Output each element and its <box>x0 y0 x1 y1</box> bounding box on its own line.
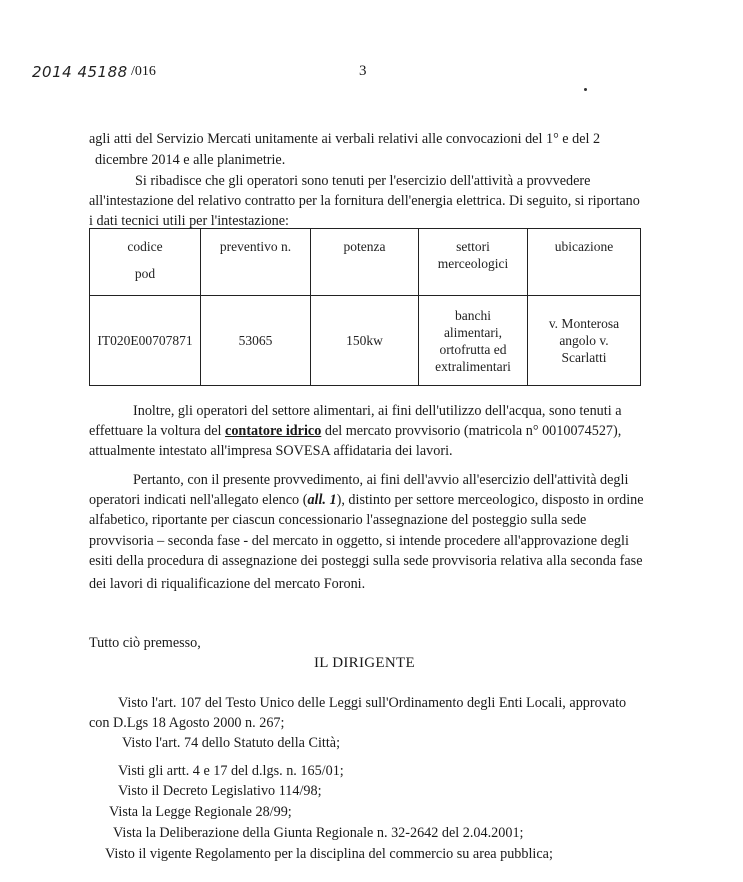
technical-data-table <box>89 228 641 386</box>
cell-ubicazione: v. Monterosa angolo v. Scarlatti <box>528 296 641 386</box>
paragraph-3-line-3: attualmente intestato all'impresa SOVESA affidataria dei lavori. <box>89 443 453 459</box>
paragraph-4-line-4: provvisoria – seconda fase - del mercato in oggetto, si intende procedere all'approvazione degli <box>89 533 629 549</box>
cell-preventivo: 53065 <box>201 296 311 386</box>
header-preventivo: preventivo n. <box>201 229 311 296</box>
attachment-reference: all. 1 <box>307 492 337 508</box>
cell-settori: banchi alimentari, ortofrutta ed extralimentari <box>419 296 528 386</box>
protocol-suffix: /016 <box>131 64 156 79</box>
header-settori: settori merceologici <box>419 229 528 296</box>
protocol-number-handwritten: 2014 45188 <box>32 63 128 81</box>
visto-line-6: Vista la Deliberazione della Giunta Regionale n. 32-2642 del 2.04.2001; <box>113 825 524 841</box>
visto-line-7: Visto il vigente Regolamento per la disciplina del commercio su area pubblica; <box>105 846 553 862</box>
premise-text: Tutto ciò premesso, <box>89 635 201 651</box>
visto-line-2: Visto l'art. 74 dello Statuto della Città; <box>122 735 341 751</box>
paragraph-4-line-2: operatori indicati nell'allegato elenco (all. 1), distinto per settore merceologico, disposto in ordine <box>89 492 644 508</box>
paragraph-1-line-2: dicembre 2014 e alle planimetrie. <box>95 152 286 168</box>
paragraph-3-line-2: effettuare la voltura del contatore idrico del mercato provvisorio (matricola n° 0010074527), <box>89 423 622 439</box>
paragraph-4-line-5: esiti della procedura di assegnazione dei posteggi sulla sede provvisoria relativa alla seconda fase <box>89 553 643 569</box>
paragraph-4-line-6: dei lavori di riqualificazione del mercato Foroni. <box>89 576 366 592</box>
header-ubicazione: ubicazione <box>528 229 641 296</box>
section-title: IL DIRIGENTE <box>314 655 415 671</box>
header-codice-pod: codice pod <box>90 229 201 296</box>
paragraph-2-line-3: i dati tecnici utili per l'intestazione: <box>89 213 289 229</box>
visto-line-4: Visto il Decreto Legislativo 114/98; <box>118 783 322 799</box>
paragraph-1-line-1: agli atti del Servizio Mercati unitamente ai verbali relativi alle convocazioni del 1° e del 2 <box>89 131 601 147</box>
page-number: 3 <box>359 63 367 79</box>
visto-line-5: Vista la Legge Regionale 28/99; <box>109 804 292 820</box>
emphasis-contatore-idrico: contatore idrico <box>225 423 322 439</box>
paragraph-4-line-1: Pertanto, con il presente provvedimento, ai fini dell'avvio all'esercizio dell'attività degli <box>133 472 629 488</box>
visto-line-1b: con D.Lgs 18 Agosto 2000 n. 267; <box>89 715 285 731</box>
cell-codice-pod: IT020E00707871 <box>90 296 201 386</box>
table-header-row <box>90 229 641 296</box>
visto-line-3: Visti gli artt. 4 e 17 del d.lgs. n. 165/01; <box>118 763 344 779</box>
table-row <box>90 296 641 386</box>
paragraph-2-line-1: Si ribadisce che gli operatori sono tenuti per l'esercizio dell'attività a provvedere <box>135 173 591 189</box>
paragraph-3-line-1: Inoltre, gli operatori del settore alimentari, ai fini dell'utilizzo dell'acqua, sono tenuti a <box>133 403 622 419</box>
visto-line-1: Visto l'art. 107 del Testo Unico delle Leggi sull'Ordinamento degli Enti Locali, approvato <box>118 695 627 711</box>
paragraph-4-line-3: alfabetico, riportante per ciascun concessionario l'assegnazione del posteggio sulla sede <box>89 512 587 528</box>
paragraph-2-line-2: all'intestazione del relativo contratto per la fornitura dell'energia elettrica. Di seguito, si riportano <box>89 193 640 209</box>
cell-potenza: 150kw <box>311 296 419 386</box>
scan-speck <box>584 88 587 91</box>
header-potenza: potenza <box>311 229 419 296</box>
